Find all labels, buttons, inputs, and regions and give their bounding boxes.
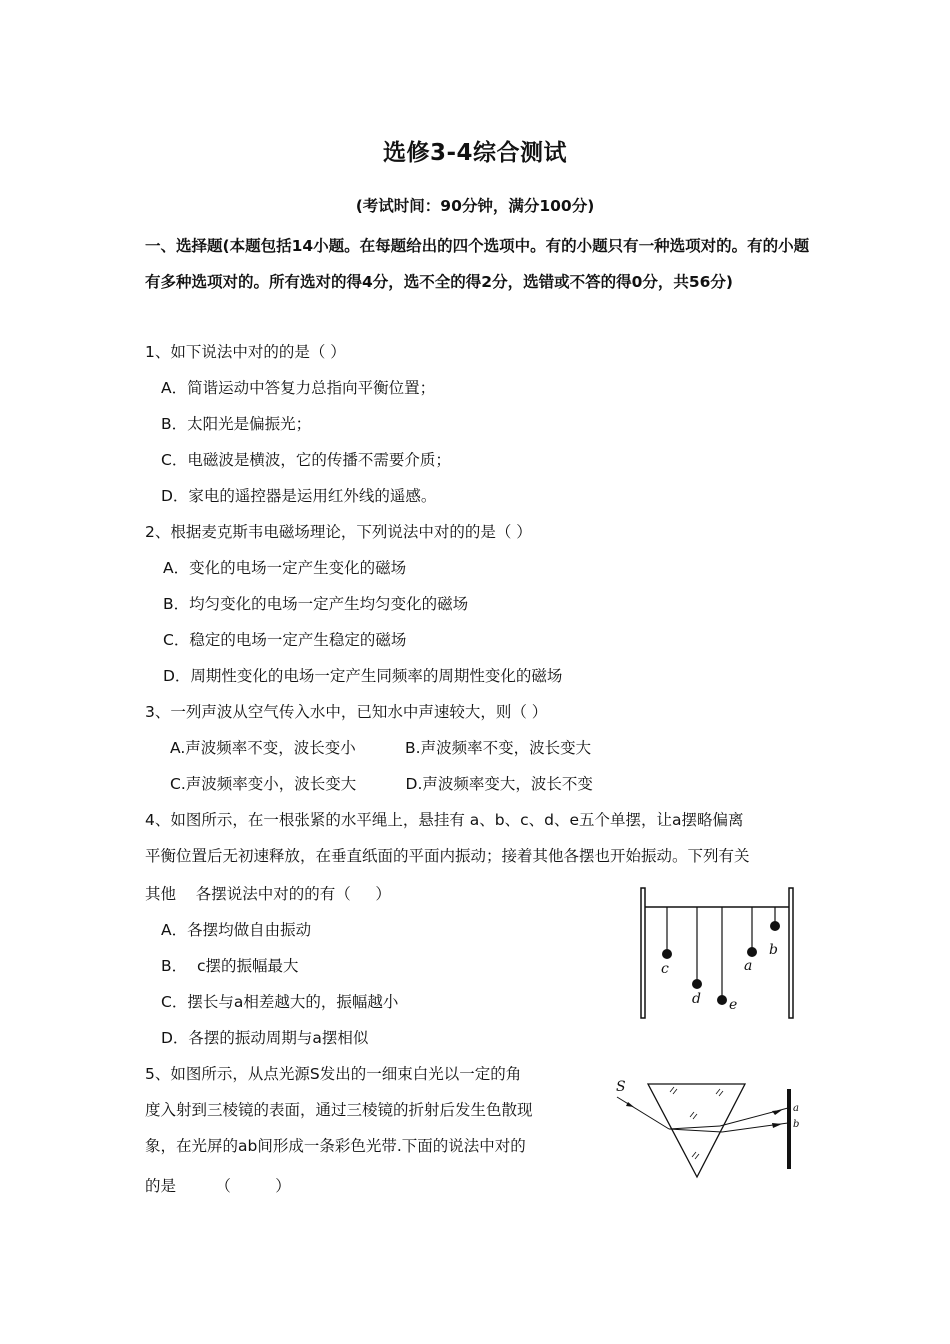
question-2-stem: 2、根据麦克斯韦电磁场理论，下列说法中对的的是（ ） [145,523,532,541]
question-3-stem: 3、一列声波从空气传入水中，已知水中声速较大，则（ ） [145,703,548,721]
question-4-option-d: D．各摆的振动周期与a摆相似 [161,1029,369,1047]
question-4-option-b: B． c摆的振幅最大 [161,957,299,975]
question-3-options-ab: A.声波频率不变，波长变小 B.声波频率不变，波长变大 [170,739,592,757]
label-b: b [769,942,778,958]
label-d: d [692,991,701,1007]
question-4-option-a: A．各摆均做自由振动 [161,921,312,939]
question-2-option-b: B．均匀变化的电场一定产生均匀变化的磁场 [163,595,469,613]
question-2-option-d: D．周期性变化的电场一定产生同频率的周期性变化的磁场 [163,667,563,685]
page-title: 选修3-4综合测试 [382,140,568,166]
question-3-options-cd: C.声波频率变小，波长变大 D.声波频率变大，波长不变 [170,775,593,793]
question-1-option-b: B．太阳光是偏振光； [161,415,312,433]
label-screen-a: a [793,1103,799,1114]
question-5-stem-line-1: 5、如图所示，从点光源S发出的一细束白光以一定的角 [145,1065,522,1083]
question-4-stem-line-3: 其他 各摆说法中对的的有（ ） [145,885,391,903]
question-2-option-c: C．稳定的电场一定产生稳定的磁场 [163,631,407,649]
question-5-stem-line-3: 象，在光屏的ab间形成一条彩色光带.下面的说法中对的 [145,1137,526,1155]
bob-d [692,979,702,989]
label-c: c [661,961,669,977]
bob-b [770,921,780,931]
label-a: a [744,958,753,974]
question-1-option-a: A．简谐运动中答复力总指向平衡位置； [161,379,436,397]
left-post [641,888,645,1018]
bob-a [747,947,757,957]
section-heading: 一、选择题(本题包括14小题。在每题给出的四个选项中。有的小题只有一种选项对的。有的小题有多种选项对的。所有选对的得4分，选不全的得2分，选错或不答的得0分，共56分) [145,237,810,291]
prism-figure [612,1075,808,1185]
question-1-stem: 1、如下说法中对的的是（ ） [145,343,346,361]
right-post [789,888,793,1018]
question-4-stem-line-1: 4、如图所示，在一根张紧的水平绳上，悬挂有 a、b、c、d、e五个单摆，让a摆略偏离 [145,811,744,829]
question-5-stem-line-4: 的是 （ ） [145,1177,291,1195]
label-s: S [616,1079,626,1095]
bob-e [717,995,727,1005]
question-4-stem-line-2: 平衡位置后无初速释放，在垂直纸面的平面内振动；接着其他各摆也开始振动。下列有关 [145,847,750,865]
label-e: e [729,997,738,1013]
pendulum-figure [636,884,800,1022]
question-1-option-c: C．电磁波是横波，它的传播不需要介质； [161,451,451,469]
bob-c [662,949,672,959]
question-5-stem-line-2: 度入射到三棱镜的表面，通过三棱镜的折射后发生色散现 [145,1101,533,1119]
exam-info: (考试时间：90分钟，满分100分) [355,197,595,215]
question-2-option-a: A．变化的电场一定产生变化的磁场 [163,559,407,577]
question-4-option-c: C．摆长与a相差越大的，振幅越小 [161,993,399,1011]
question-1-option-d: D．家电的遥控器是运用红外线的遥感。 [161,487,437,505]
label-screen-b: b [793,1119,800,1130]
incident-ray [617,1097,669,1129]
